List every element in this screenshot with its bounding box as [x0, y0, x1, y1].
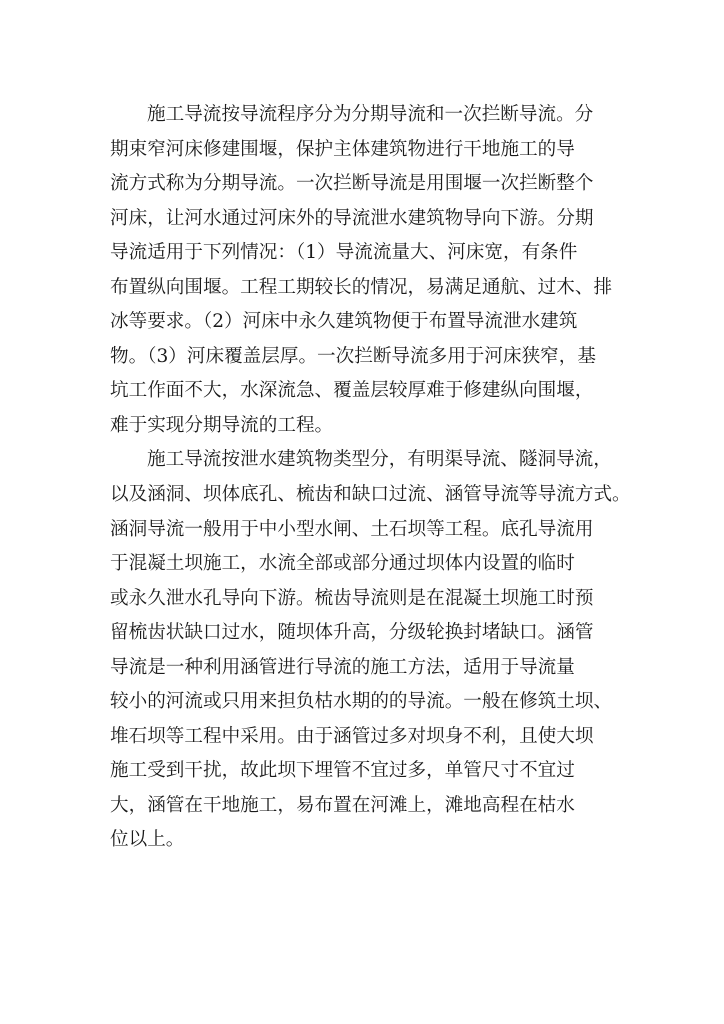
text-line: 施工导流按导流程序分为分期导流和一次拦断导流。分 [147, 104, 594, 125]
text-line: 物。（3）河床覆盖层厚。一次拦断导流多用于河床狭窄，基 [110, 345, 596, 367]
text-line: 以及涵洞、坝体底孔、梳齿和缺口过流、涵管导流等导流方式。 [110, 484, 631, 506]
text-line: 涵洞导流一般用于中小型水闸、土石坝等工程。底孔导流用 [110, 518, 594, 540]
text-line: 流方式称为分期导流。一次拦断导流是用围堰一次拦断整个 [110, 173, 594, 195]
text-line: 堆石坝等工程中采用。由于涵管过多对坝身不利，且使大坝 [110, 725, 594, 747]
text-line: 难于实现分期导流的工程。 [110, 414, 334, 436]
paragraph-staged-diversion [110, 98, 640, 443]
text-line: 较小的河流或只用来担负枯水期的的导流。一般在修筑土坝、 [110, 691, 613, 713]
text-line: 或永久泄水孔导向下游。梳齿导流则是在混凝土坝施工时预 [110, 587, 594, 609]
text-line: 留梳齿状缺口过水，随坝体升高，分级轮换封堵缺口。涵管 [110, 622, 594, 644]
text-line: 坑工作面不大，水深流急、覆盖层较厚难于修建纵向围堰， [110, 380, 594, 402]
text-line: 施工导流按泄水建筑物类型分，有明渠导流、隧洞导流， [147, 449, 612, 471]
text-line: 施工受到干扰，故此坝下埋管不宜过多，单管尺寸不宜过 [110, 760, 575, 782]
text-line: 位以上。 [110, 829, 185, 851]
document-body [110, 98, 640, 858]
text-line: 于混凝土坝施工，水流全部或部分通过坝体内设置的临时 [110, 553, 575, 575]
text-line: 河床，让河水通过河床外的导流泄水建筑物导向下游。分期 [110, 207, 594, 229]
text-line: 导流适用于下列情况：（1）导流流量大、河床宽，有条件 [110, 242, 578, 264]
text-line: 布置纵向围堰。工程工期较长的情况，易满足通航、过木、排 [110, 276, 613, 298]
text-line: 大，涵管在干地施工，易布置在河滩上，滩地高程在枯水 [110, 794, 575, 816]
paragraph-diversion-structure-types [110, 443, 640, 858]
text-line: 期束窄河床修建围堰，保护主体建筑物进行干地施工的导 [110, 138, 575, 160]
text-line: 冰等要求。（2）河床中永久建筑物便于布置导流泄水建筑 [110, 311, 578, 333]
text-line: 导流是一种利用涵管进行导流的施工方法，适用于导流量 [110, 656, 575, 678]
